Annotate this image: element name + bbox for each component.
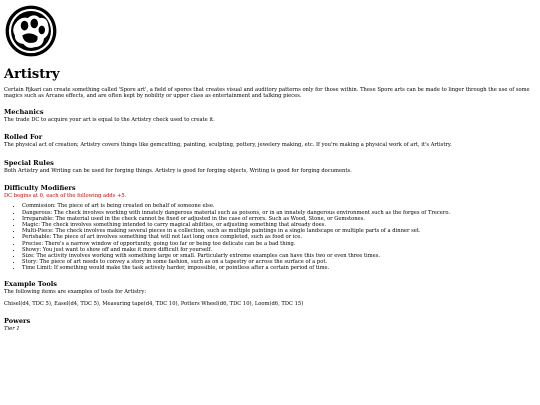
heading-difficulty-modifiers: Difficulty Modifiers [4,184,76,193]
special-rules-text: Both Artistry and Writing can be used for forging things. Artistry is good for forging objects, Writing is good for forging documents. [4,167,352,174]
list-item: • Size: The activity involves working with something large or small. Particularly extreme examples can have this two or even three times. [22,253,536,259]
list-item: • Precise: There's a narrow window of opportunity, going too far or being too delicate can be a bad thing. [22,241,536,247]
list-item: • Showy: You just want to show off and make it more difficult for yourself. [22,247,536,253]
heading-rolled-for: Rolled For [4,133,43,142]
example-tools-text: The following items are examples of tools for Artistry: [4,288,147,295]
heading-special-rules: Special Rules [4,158,54,167]
list-item: • Irreparable: The material used in the check cannot be fixed or adjusted in the case of errors. Such as Wood, Stone, or Gemstones. [22,216,536,222]
list-item: • Commission: The piece of art is being created on behalf of someone else. [22,203,536,209]
list-item: • Time Limit: If something would make the task actively harder, impossible, or pointless after a certain period of time. [22,265,536,271]
powers-tier-label: Tier 1 [4,326,20,333]
heading-powers: Powers [4,317,31,326]
intro-paragraph: Certain Rjkari can create something called 'Spore art', a field of spores that creates visual and auditory patterns only for those within. These Spore arts can be made to linger through the use of some magics such as Arcane effects, and are often kept by nobility or upper class as entertainment and talking pieces. [4,87,530,100]
heading-mechanics: Mechanics [4,107,44,116]
list-item: • Perishable: The piece of art involves something that will not last long once completed, such as food or ice. [22,234,536,240]
list-item: • Story: The piece of art needs to convey a story in some fashion, such as on a tapestry or across the surface of a pot. [22,259,536,265]
list-item: • Dangerous: The check involves working with innately dangerous material such as poisons, or in an innately dangerous environment such as the forges of Trecero. [22,210,536,216]
page-title: Artistry [4,67,60,82]
mechanics-text: The trade DC to acquire your art is equal to the Artistry check used to create it. [4,116,215,123]
list-item: • Magic: The check involves something intended to carry magical abilities, or adjusting something that already does. [22,222,536,228]
rolled-for-text: The physical act of creation; Artistry covers things like gemcutting, painting, sculpting, pottery, jewelery making, etc. If you're making a physical work of art, it's Artistry. [4,142,452,149]
article [4,67,536,333]
heading-example-tools: Example Tools [4,279,57,288]
difficulty-list [4,203,536,271]
list-item: • Multi-Piece: The check involves making several pieces in a collection, such as multiple paintings in a single landscape or multiple parts of a dinner set. [22,228,536,234]
example-tools-list: Chisel(d4, TDC 5), Easel(d4, TDC 5), Measuring tape(d4, TDC 10), Potters Wheel(d6, TDC 10), Loom(d6, TDC 15) [4,301,304,308]
dc-note: DC begins at 0, each of the following adds +5. [4,193,127,200]
dragon-paw-logo-icon [4,4,58,58]
